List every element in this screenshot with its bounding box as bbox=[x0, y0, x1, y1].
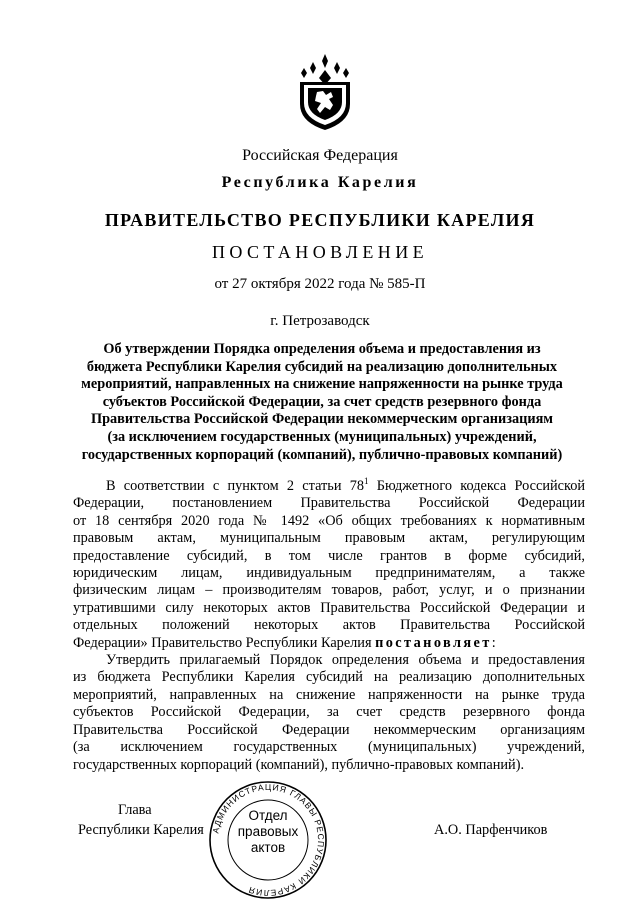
government-name: ПРАВИТЕЛЬСТВО РЕСПУБЛИКИ КАРЕЛИЯ bbox=[104, 210, 536, 230]
body-text: Федерации» Правительство Республики Карелия bbox=[73, 634, 376, 651]
body-line: Правительства Российской Федерации некоммерческим организациям bbox=[73, 721, 585, 738]
body-line: отдельных положений некоторых актов Правительства Российской bbox=[73, 617, 585, 634]
country-name: Российская Федерация bbox=[242, 147, 398, 164]
body-line: правовым актам, муниципальным правовым актам, регулирующим bbox=[73, 530, 585, 547]
body-line: (за исключением государственных (муниципальных) учреждений, bbox=[73, 739, 585, 756]
body-line: мероприятий, направленных на снижение напряженности на рынке труда bbox=[73, 686, 585, 703]
body-line bbox=[73, 478, 585, 495]
body-line bbox=[73, 635, 585, 652]
signatory-name: А.О. Парфенчиков bbox=[434, 822, 548, 838]
title-line: бюджета Республики Карелия субсидий на реализацию дополнительных bbox=[86, 358, 558, 375]
document-title bbox=[60, 341, 584, 464]
body-text: : bbox=[491, 634, 496, 651]
body-line: предоставление субсидий, в том числе грантов в форме субсидий, bbox=[73, 547, 585, 564]
title-line: (за исключением государственных (муниципальных) учреждений, bbox=[107, 428, 537, 445]
stamp-line: правовых bbox=[237, 824, 299, 839]
signatory-role: Глава bbox=[118, 802, 152, 818]
document-city: г. Петрозаводск bbox=[270, 313, 370, 329]
body-text: В соответствии с пунктом 2 статьи 78 bbox=[106, 478, 365, 494]
stamp-line: Отдел bbox=[248, 808, 288, 823]
title-line: государственных корпораций (компаний), публично-правовых компаний) bbox=[81, 446, 563, 463]
body-line: государственных корпораций (компаний), публично-правовых компаний). bbox=[73, 756, 525, 773]
body-line: Утвердить прилагаемый Порядок определения объема и предоставления bbox=[106, 652, 585, 669]
body-line: физическим лицам – производителям товаров, работ, услуг, и о признании bbox=[73, 582, 585, 599]
title-line: субъектов Российской Федерации, за счет средств резервного фонда bbox=[102, 393, 542, 410]
body-text: Бюджетного кодекса Российской bbox=[368, 478, 585, 494]
resolution-word: постановляет bbox=[375, 634, 492, 651]
body-line: от 18 сентября 2020 года № 1492 «Об общих требованиях к нормативным bbox=[73, 512, 585, 529]
body-line: Федерации, постановлением Правительства Российской Федерации bbox=[73, 495, 585, 512]
body-line: субъектов Российской Федерации, за счет средств резервного фонда bbox=[73, 704, 585, 721]
stamp-line: актов bbox=[250, 840, 286, 855]
republic-name: Республика Карелия bbox=[221, 174, 419, 191]
stamp-ring-text: АДМИНИСТРАЦИЯ ГЛАВЫ РЕСПУБЛИКИ КАРЕЛИЯ bbox=[210, 781, 327, 899]
document-body bbox=[73, 478, 585, 774]
karelia-coat-of-arms-icon bbox=[296, 52, 354, 132]
signatory-region: Республики Карелия bbox=[78, 822, 204, 838]
document-type: ПОСТАНОВЛЕНИЕ bbox=[211, 242, 429, 262]
body-line: из бюджета Республики Карелия субсидий на реализацию дополнительных bbox=[73, 669, 585, 686]
body-line: юридическим лицам, индивидуальным предпринимателям, а также bbox=[73, 565, 585, 582]
title-line: Правительства Российской Федерации некоммерческим организациям bbox=[90, 411, 554, 428]
body-line: утратившими силу некоторых актов Правительства Российской Федерации и bbox=[73, 599, 585, 616]
document-date-number: от 27 октября 2022 года № 585-П bbox=[214, 276, 426, 292]
title-line: мероприятий, направленных на снижение напряженности на рынке труда bbox=[81, 376, 563, 393]
title-line: Об утверждении Порядка определения объема и предоставления из bbox=[103, 341, 541, 357]
superscript: 1 bbox=[364, 476, 369, 487]
